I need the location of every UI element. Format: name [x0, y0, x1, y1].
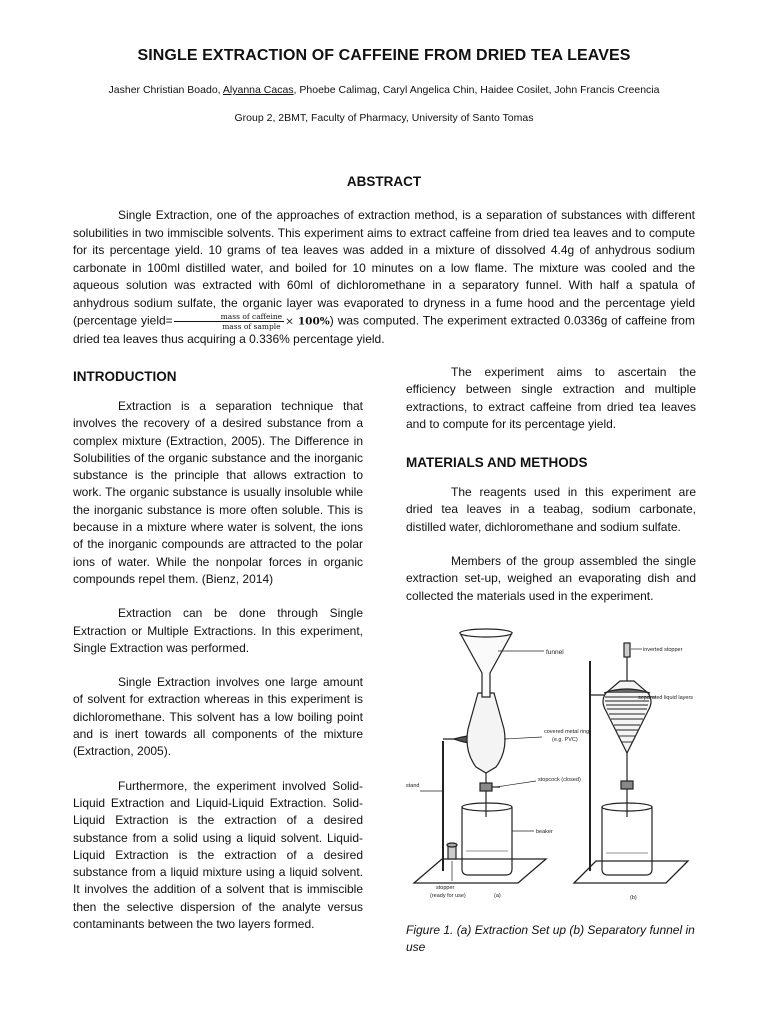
label-panel-b: (b)	[630, 895, 637, 901]
methods-paragraph-2: Members of the group assembled the single extraction set-up, weighed an evaporating dish and collected the materials used in the experiment.	[406, 554, 696, 603]
introduction-heading: INTRODUCTION	[73, 369, 177, 384]
abstract-heading: ABSTRACT	[346, 174, 422, 189]
aim-paragraph: The experiment aims to ascertain the efficiency between single extraction and multiple extractions, to extract caffeine from dried tea leaves and to compute for its percentage yield.	[406, 365, 696, 431]
label-stand: stand	[406, 783, 420, 789]
figure-1	[406, 621, 696, 911]
author-list	[0, 84, 768, 96]
right-column	[406, 364, 696, 605]
authors-before: Jasher Christian Boado,	[108, 84, 223, 96]
methods-heading: MATERIALS AND METHODS	[406, 455, 588, 471]
formula-percent: 100%	[297, 315, 330, 328]
label-ring: covered metal ring	[544, 729, 590, 735]
formula-multiplier	[285, 316, 330, 328]
label-ring-sub: (e.g. PVC)	[552, 737, 578, 743]
panel-a-apparatus	[414, 629, 546, 883]
intro-paragraph-1: Extraction is a separation technique that involves the recovery of a desired substance from a complex mixture (Extraction, 2005). The Difference in Solubilities of the organic substance and the inorganic substance is the principle that allows extraction to work. The organic substance is usually insoluble while the inorganic substance is more often soluble. This is because in a mixture where water is solvent, the ions of the inorganic compounds are attracted to the polar ions of water. While the nonpolar forces in organic compounds repel them. (Bienz, 2014)	[73, 399, 363, 586]
label-beaker: beaker	[536, 829, 553, 835]
figure-caption: Figure 1. (a) Extraction Set up (b) Separatory funnel in use	[406, 923, 695, 954]
times-sign: ×	[285, 315, 298, 328]
intro-paragraph-2: Extraction can be done through Single Extraction or Multiple Extractions. In this experiment, Single Extraction was performed.	[73, 606, 363, 655]
label-panel-a: (a)	[494, 893, 501, 899]
label-separated-layers: separated liquid layers	[638, 695, 694, 701]
abstract-body	[73, 207, 695, 349]
corresponding-author: Alyanna Cacas	[222, 84, 294, 96]
label-stopper-sub: (ready for use)	[430, 893, 466, 899]
paper-title: SINGLE EXTRACTION OF CAFFEINE FROM DRIED TEA LEAVES	[137, 47, 631, 64]
formula-denominator: mass of sample	[222, 322, 281, 331]
label-stopper: stopper	[436, 885, 455, 891]
abstract-text-2: ) was computed. The experiment extracted 0.0336g of caffeine from dried tea leaves thus acquiring a 0.336% percentage yield.	[73, 313, 695, 347]
authors-after: , Phoebe Calimag, Caryl Angelica Chin, Haidee Cosilet, John Francis Creencia	[293, 84, 660, 96]
label-inverted-stopper: inverted stopper	[643, 647, 683, 653]
intro-paragraph-4: Furthermore, the experiment involved Solid-Liquid Extraction and Liquid-Liquid Extraction. Solid-Liquid Extraction is the extraction of a desired substance from a solid using a liquid solvent. Liquid-Liquid Extraction is the extraction of a desired substance from a liquid mixture using a liquid solvent. It involves the addition of a solvent that is immiscible then the selective dispersion of the analyte versus contaminants between the two layers formed.	[73, 778, 363, 932]
left-column	[73, 369, 363, 933]
panel-b-apparatus	[574, 643, 688, 883]
extraction-diagram	[406, 621, 696, 911]
formula-numerator: mass of caffeine	[174, 312, 284, 322]
label-stopcock: stopcock (closed)	[538, 777, 581, 783]
affiliation: Group 2, 2BMT, Faculty of Pharmacy, University of Santo Tomas	[234, 112, 534, 124]
label-funnel: funnel	[546, 649, 564, 656]
methods-paragraph-1: The reagents used in this experiment are dried tea leaves in a teabag, sodium carbonate, distilled water, dichloromethane and sodium sulfate.	[406, 485, 696, 534]
yield-formula	[174, 312, 284, 331]
abstract-text-1: Single Extraction, one of the approaches of extraction method, is a separation of substances with different solubilities in two immiscible solvents. This experiment aims to extract caffeine from dried tea leaves and to compute for its percentage yield. 10 grams of tea leaves was added in a mixture of dissolved 4.4g of anhydrous sodium carbonate in 100ml distilled water, and boiled for 10 minutes on a low flame. The mixture was cooled and the aqueous solution was extracted with 60ml of dichloromethane in a separatory funnel. With half a spatula of anhydrous sodium sulfate, the organic layer was evaporated to dryness in a fume hood and the percentage yield (percentage yield=	[73, 208, 695, 328]
intro-paragraph-3: Single Extraction involves one large amount of solvent for extraction whereas in this experiment is dichloromethane. This solvent has a low boiling point and is inert towards all components of the mixture (Extraction, 2005).	[73, 675, 363, 759]
